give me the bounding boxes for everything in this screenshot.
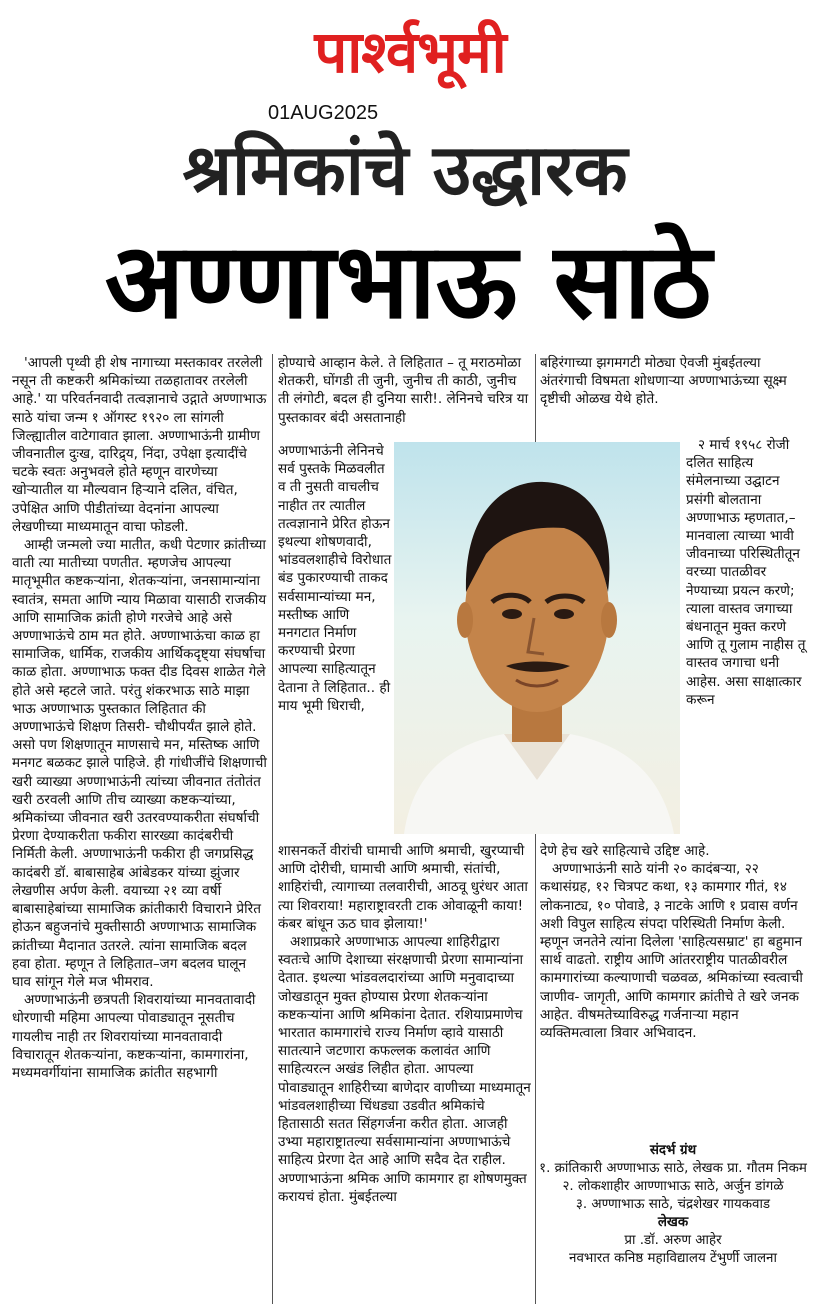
author-affiliation: नवभारत कनिष्ठ महाविद्यालय टेंभुर्णी जालना [569, 1251, 777, 1266]
author-name: प्रा .डॉ. अरुण आहेर [624, 1233, 722, 1248]
paragraph: अण्णाभाऊंनी लेनिनचे सर्व पुस्तके मिळवलीत व ती नुसती वाचलीच नाहीत तर त्यातील तत्वज्ञानाने प्रेरित होऊन इथल्या शोषणवादी, भांडवलशाहीचे विरोधात बंड पुकारण्याची ताकद सर्वसामान्यांच्या मन, मस्तीष्क आणि मनगटात निर्माण करण्याची प्रेरणा आपल्या साहित्यातून देताना ते लिहितात.. ही माय भूमी धिराची, [278, 443, 392, 714]
headline-line-1: श्रमिकांचे उद्धारक [182, 129, 628, 211]
article-column-1 [12, 354, 268, 1304]
reference-item: २. लोकशाहीर आण्णाभाऊ साठे, अर्जुन डांगळे [562, 1179, 784, 1194]
paragraph: अण्णाभाऊंनी साठे यांनी २० कादंबऱ्या, २२ कथासंग्रह, १२ चित्रपट कथा, १३ कामगार गीतं, १४ लोकनाट्य, १० पोवाडे, ३ नाटके आणि १ प्रवास वर्णन अशी विपुल साहित्य संपदा परिस्थिती निर्माण केली. म्हणून जनतेने त्यांना दिलेला 'साहित्यसम्राट' हा बहुमान सार्थ वाढतो. राष्ट्रीय आणि आंतरराष्ट्रीय पातळीवरील कामगारांच्या कल्याणाची चळवळ, श्रमिकांच्या स्वत्वाची जाणीव- जागृती, आणि कामगार क्रांतीचे ते खरे जनक आहेत. वीषमतेच्याविरुद्ध गर्जनाऱ्या महान व्यक्तिमत्वाला त्रिवार अभिवादन. [540, 861, 803, 1042]
headline-line-2: अण्णाभाऊ साठे [104, 222, 712, 340]
article-column-3-beside-photo [686, 436, 808, 842]
paragraph: अण्णाभाऊंनी छत्रपती शिवरायांच्या मानवतावादी धोरणाची महिमा आपल्या पोवाड्यातून नूसतीच गायलीच नाही तर शिवरायांच्या मानवतावादी विचारातून शेतकऱ्यांना, कष्टकऱ्यांना, कामगारांना, मध्यमवर्गीयांना सामाजिक क्रांतीत सहभागी [12, 992, 256, 1081]
paragraph: शासनकर्ते वीरांची घामाची आणि श्रमाची, खुरप्याची आणि दोरीची, घामाची आणि श्रमाची, संतांची, शाहिरांची, त्यागाच्या तलवारीची, आठवू धुरंधर आता त्या शिवराया! महाराष्ट्रावरती टाक ओवाळूनी काया! कंबर बांधून ऊठ घाव झेलाया!' [278, 843, 528, 932]
portrait-illustration [394, 442, 680, 834]
paragraph: देणे हेच खरे साहित्याचे उद्दिष्ट आहे. [540, 843, 710, 859]
article-column-2-bottom [278, 842, 532, 1304]
paragraph: 'आपली पृथ्वी ही शेष नागाच्या मस्तकावर तरलेली नसून ती कष्टकरी श्रमिकांच्या तळहातावर तरलेली आहे.' या परिवर्तनवादी तत्वज्ञानाचे उद्गाते अण्णाभाऊ साठे यांचा जन्म १ ऑगस्ट १९२० ला सांगली जिल्ह्यातील वाटेगावात झाला. अण्णाभाऊंनी ग्रामीण जीवनातील दुःख, दारिद्र्य, निंदा, उपेक्षा इत्यादींचे चटके स्वतः अनुभवले होते म्हणून वारणेच्या खोऱ्यातील या मौल्यवान हिऱ्याने दलित, वंचित, उपेक्षित आणि पीडीतांच्या वेदनांना आपल्या लेखणीच्या माध्यमातून वाचा फोडली. [12, 355, 267, 535]
paragraph: होण्याचे आव्हान केले. ते लिहितात – तू मराठमोळा शेतकरी, घोंगडी ती जुनी, जुनीच ती काठी, जुनीच ती लंगोटी, बदल ही दुनिया सारी!. लेनिनचे चरित्र या पुस्तकावर बंदी असतानाही [278, 355, 529, 426]
article-column-3-top [540, 354, 806, 430]
author-heading: लेखक [657, 1215, 689, 1230]
column-rule-1 [272, 354, 273, 1304]
reference-item: १. क्रांतिकारी अण्णाभाऊ साठे, लेखक प्रा. गौतम निकम [539, 1161, 807, 1176]
article-column-2-beside-photo [278, 442, 392, 840]
references-heading: संदर्भ ग्रंथ [649, 1143, 697, 1158]
article-column-3-bottom [540, 842, 806, 1142]
masthead-logo: पार्श्वभूमी [314, 18, 506, 86]
paragraph: २ मार्च १९५८ रोजी दलित साहित्य संमेलनाच्या उद्घाटन प्रसंगी बोलताना अण्णाभाऊ म्हणतात,– मानवाला त्याच्या भावी जीवनाच्या परिस्थितीतून वरच्या पातळीवर नेण्याच्या प्रयत्न करणे; त्याला वास्तव जगाच्या बंधनातून मुक्त करणे आणि तू गुलाम नाहीस तू वास्तव जगाचा धनी आहेस. असा साक्षात्कार करून [686, 437, 806, 708]
paragraph: अशाप्रकारे अण्णाभाऊ आपल्या शाहिरीद्वारा स्वतःचे आणि देशाच्या संरक्षणाची प्रेरणा सामान्यांना देतात. इथल्या भांडवलदारांच्या आणि मनुवादाच्या जोखडातून मुक्त होण्यास प्रेरणा शेतकऱ्यांना कष्टकऱ्यांना आणि श्रमिकांना देतात. रशियाप्रमाणेच भारतात कामगारांचे राज्य निर्माण व्हावे यासाठी सातत्याने जटणारा कफल्लक कलावंत आणि साहित्यरत्न अखंड लिहीत होता. आपल्या पोवाड्यातून शाहिरीच्या बाणेदार वाणीच्या माध्यमातून भांडवलशाहीच्या चिंधड्या उडवीत श्रमिकांचे हितासाठी सतत सिंहगर्जना करीत होता. आजही उभ्या महाराष्ट्रातल्या सर्वसामान्यांना अण्णाभाऊंचे साहित्य प्रेरणा देत आहे आणि सदैव देत राहील. अण्णाभाऊंना श्रमिक आणि कामगार हा शोषणमुक्त करायचं होता. मुंबईतल्या [278, 934, 531, 1205]
article-column-2-top [278, 354, 530, 442]
paragraph: आम्ही जन्मलो ज्या मातीत, कधी पेटणार क्रांतीच्या वाती त्या मातीच्या पणतीत. म्हणजेच आपल्या मातृभूमीत कष्टकऱ्यांना, शेतकऱ्यांना, जनसामान्यांना स्वातंत्र, समता आणि न्याय मिळावा यासाठी राजकीय आणि सामाजिक क्रांती होणे गरजेचे आहे असे अण्णाभाऊंचे ठाम मत होते. अण्णाभाऊंचा काळ हा सामाजिक, धार्मिक, राजकीय आर्थिकदृष्ट्या संघर्षाचा काळ होता. अण्णाभाऊ फक्त दीड दिवस शाळेत गेले होते असे म्हटले जाते. परंतु शंकरभाऊ साठे माझा भाऊ अण्णाभाऊ पुस्तकात लिहितात की अण्णाभाऊंचे शिक्षण तिसरी- चौथीपर्यंत झाले होते. असो पण शिक्षणातून माणसाचे मन, मस्तिष्क आणि मनगट बळकट झाले पाहिजे. ही गांधीजींचे शिक्षणाची खरी व्याख्या अण्णाभाऊंनी त्यांच्या जीवनात तंतोतंत खरी ठरवली आणि तीच व्याख्या कष्टकऱ्यांच्या, श्रमिकांच्या जीवनात खरी उतरवण्याकरीता संघर्षाची प्रेरणा देण्याकरीता फकीरा सारख्या कादंबरीची निर्मिती केली. अण्णाभाऊंनी फकीरा ही जगप्रसिद्ध कादंबरी डॉ. बाबासाहेब आंबेडकर यांच्या झुंजार लेखणीस अर्पण केली. वयाच्या २१ व्या वर्षी बाबासाहेबांच्या सामाजिक क्रांतीकारी विचाराने प्रेरित होऊन बहुजनांचे मुक्तीसाठी अण्णाभाऊ सामाजिक क्रांतीच्या मैदानात उतरले. त्यांना सामाजिक बदल हवा होता. म्हणून ते लिहितात–जग बदलव घालून घाव सांगून गेले मज भीमराव. [12, 537, 267, 990]
reference-item: ३. अण्णाभाऊ साठे, चंद्रशेखर गायकवाड [575, 1197, 771, 1212]
publication-date: 01AUG2025 [268, 102, 379, 124]
portrait-photo [394, 442, 680, 834]
paragraph: बहिरंगाच्या झगमगटी मोठ्या ऐवजी मुंबईतल्या अंतरंगाची विषमता शोधणाऱ्या अण्णाभाऊंच्या सूक्ष्म दृष्टीची ओळख येथे होते. [540, 355, 787, 408]
references-block [538, 1142, 808, 1304]
